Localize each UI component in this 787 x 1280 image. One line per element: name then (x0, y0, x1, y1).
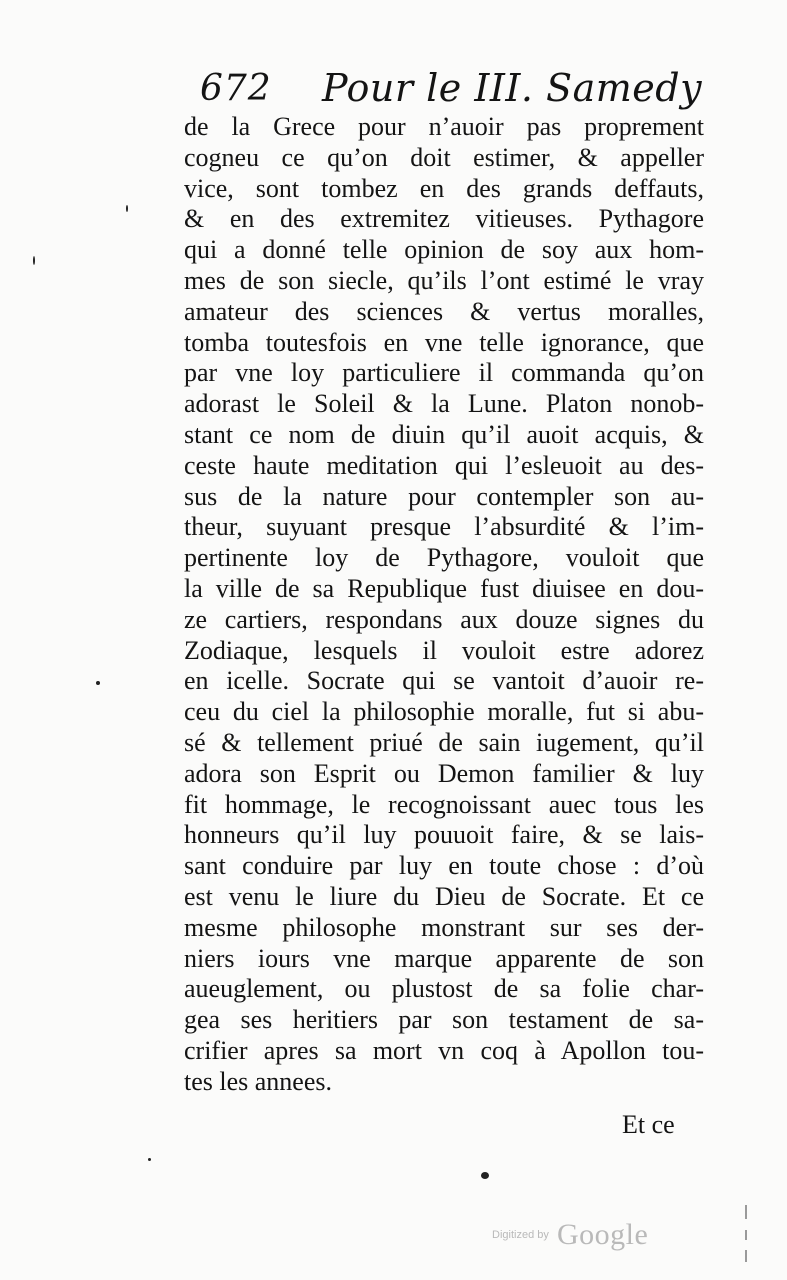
ink-speck (481, 1172, 489, 1179)
text-line: sus de la nature pour contempler son au- (184, 481, 704, 511)
text-line: vice, sont tombez en des grands deffauts, (184, 173, 704, 203)
ink-speck (96, 681, 100, 685)
text-line: mesme philosophe monstrant sur ses der- (184, 912, 704, 942)
text-line: Zodiaque, lesquels il vouloit estre adorez (184, 635, 704, 665)
text-line: theur, suyuant presque l’absurdité & l’im- (184, 512, 704, 542)
text-line: crifier apres sa mort vn coq à Apollon tou- (184, 1035, 704, 1065)
text-line: mes de son siecle, qu’ils l’ont estimé le vray (184, 265, 704, 295)
text-line: ze cartiers, respondans aux douze signes du (184, 604, 704, 634)
text-line: & en des extremitez vitieuses. Pythagore (184, 204, 704, 234)
text-line: tes les annees. (184, 1066, 333, 1096)
page-header (200, 66, 703, 118)
text-line: honneurs qu’il luy pouuoit faire, & se lais- (184, 820, 704, 850)
catchword: Et ce (622, 1110, 675, 1139)
text-line: cogneu ce qu’on doit estimer, & appeller (184, 142, 704, 172)
text-line: de la Grece pour n’auoir pas proprement (184, 112, 704, 141)
text-line: pertinente loy de Pythagore, vouloit que (184, 543, 704, 573)
text-line: amateur des sciences & vertus moralles, (184, 296, 704, 326)
page-edge-mark (745, 1230, 747, 1240)
watermark-prefix: Digitized by (492, 1229, 549, 1241)
text-line: ceste haute meditation qui l’esleuoit au des- (184, 450, 704, 480)
text-line: niers iours vne marque apparente de son (184, 943, 704, 973)
text-line: tomba toutesfois en vne telle ignorance, que (184, 327, 704, 357)
page-edge-mark (745, 1205, 747, 1219)
text-line: sant conduire par luy en toute chose : d’où (184, 851, 704, 881)
text-line: adorast le Soleil & la Lune. Platon nonob- (184, 389, 704, 419)
ink-speck (148, 1158, 151, 1161)
text-line: en icelle. Socrate qui se vantoit d’auoir re- (184, 666, 704, 696)
page-number: 672 (200, 68, 272, 109)
ink-speck (33, 256, 35, 265)
text-line: fit hommage, le recognoissant auec tous les (184, 789, 704, 819)
digitized-watermark (492, 1218, 648, 1252)
text-line: stant ce nom de diuin qu’il auoit acquis, & (184, 419, 704, 449)
body-text (184, 112, 704, 1098)
text-line: gea ses heritiers par son testament de sa- (184, 1005, 704, 1035)
page-edge-mark (745, 1250, 747, 1262)
ink-speck (126, 205, 128, 212)
google-logo: Google (556, 1218, 649, 1251)
text-line: adora son Esprit ou Demon familier & luy (184, 758, 704, 788)
text-line: ceu du ciel la philosophie moralle, fut si abu- (184, 697, 704, 727)
text-line: sé & tellement priué de sain iugement, qu’il (184, 727, 704, 757)
text-line: aueuglement, ou plustost de sa folie char- (184, 974, 704, 1004)
text-line: la ville de sa Republique fust diuisee en dou- (184, 573, 704, 603)
text-line: par vne loy particuliere il commanda qu’on (184, 358, 704, 388)
running-title: Pour le III. Samedy (322, 66, 703, 110)
text-line: qui a donné telle opinion de soy aux hom- (184, 235, 704, 265)
text-line: est venu le liure du Dieu de Socrate. Et ce (184, 881, 704, 911)
